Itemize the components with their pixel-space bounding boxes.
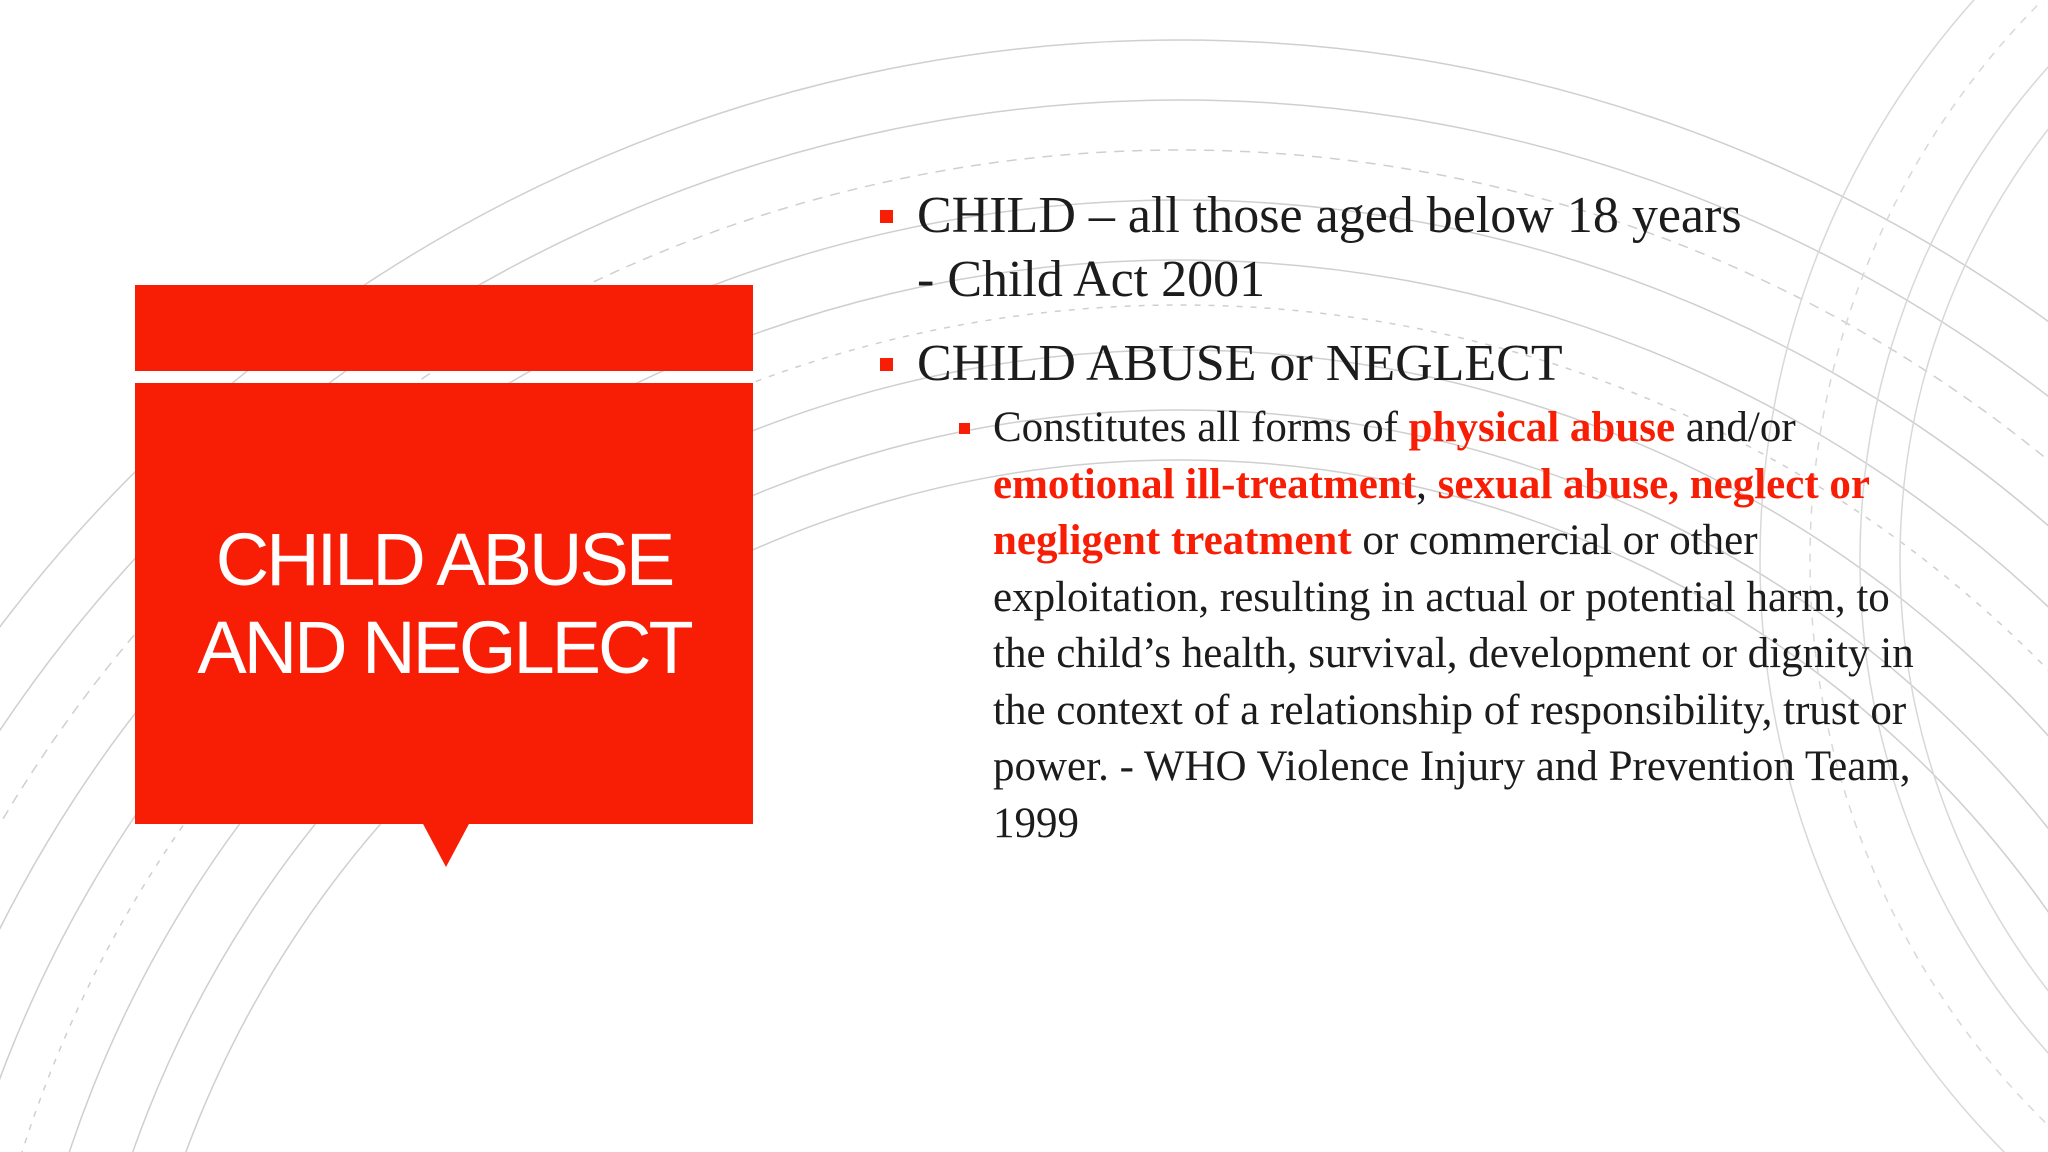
slide-title: CHILD ABUSE AND NEGLECT — [197, 517, 691, 689]
highlight-emotional-ill-treatment: emotional ill-treatment — [993, 460, 1417, 508]
bullet-text: CHILD ABUSE or NEGLECT — [917, 335, 1563, 392]
callout-pointer — [422, 822, 470, 867]
bullet-child-definition — [880, 184, 1920, 312]
square-bullet-icon — [959, 423, 970, 434]
bullet-text-line1: CHILD – all those aged below 18 years — [917, 187, 1742, 244]
definition-text: or commercial or other exploitation, resulting in actual or potential harm, to the child’s health, survival, development or dignity in the context of a relationship of responsibility, trust or power. - WHO Violence Injury and Prevention Team, 1999 — [993, 517, 1914, 847]
bullet-text-line2: - Child Act 2001 — [917, 251, 1266, 308]
highlight-sexual-abuse-neglect: sexual abuse, neglect or negligent treatment — [993, 460, 1870, 564]
highlight-physical-abuse: physical abuse — [1408, 404, 1676, 451]
slide-content — [880, 184, 1920, 852]
sub-bullet-definition — [993, 400, 1920, 852]
bullet-abuse-heading — [880, 332, 1920, 396]
square-bullet-icon — [880, 210, 893, 223]
definition-text: Constitutes all forms of — [993, 404, 1409, 451]
title-accent-bar — [135, 285, 753, 371]
definition-text: and/or — [1675, 404, 1796, 451]
square-bullet-icon — [880, 358, 893, 371]
definition-text: , — [1416, 460, 1438, 508]
title-callout-box — [135, 383, 753, 824]
